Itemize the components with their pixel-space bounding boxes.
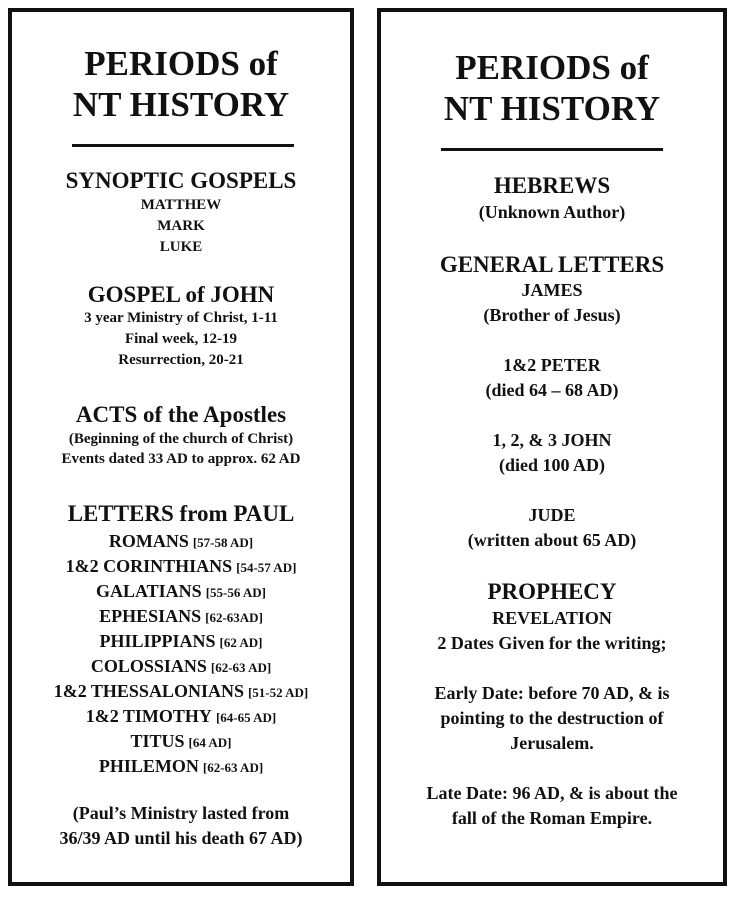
peter-note: (died 64 – 68 AD) [485,380,619,400]
paul-ministry-note: 36/39 AD until his death 67 AD) [59,828,303,848]
letter-row [12,681,350,702]
letter-row [12,756,350,777]
letter-date: [64 AD] [188,735,232,750]
acts-line: Events dated 33 AD to approx. 62 AD [61,451,301,467]
letter-row [12,731,350,752]
john-line: Resurrection, 20-21 [118,352,244,368]
early-date-line: pointing to the destruction of [440,708,664,728]
synoptic-book: MARK [157,218,205,234]
prophecy-heading: PROPHECY [487,579,617,604]
right-title-divider [441,148,663,151]
james-label: JAMES [521,280,583,300]
letter-name: 1&2 TIMOTHY [85,706,212,726]
paul-ministry-note: (Paul’s Ministry lasted from [72,803,290,823]
john-heading: GOSPEL of JOHN [87,282,275,307]
letter-row [12,631,350,652]
john-line: Final week, 12-19 [124,331,238,347]
early-date-line: Early Date: before 70 AD, & is [434,683,670,703]
late-date-line: fall of the Roman Empire. [451,808,653,828]
general-letters-heading: GENERAL LETTERS [439,252,665,277]
right-title-line2: NT HISTORY [443,89,661,128]
letter-name: COLOSSIANS [90,656,207,676]
letter-date: [55-56 AD] [205,585,266,600]
left-title-divider [72,144,294,147]
letter-date: [62-63 AD] [210,660,272,675]
acts-line: (Beginning of the church of Christ) [68,431,294,447]
letter-name: PHILIPPIANS [99,631,216,651]
letter-date: [54-57 AD] [236,560,297,575]
letter-date: [62-63 AD] [202,760,264,775]
early-date-line: Jerusalem. [510,733,594,753]
letter-row [12,556,350,577]
late-date-line: Late Date: 96 AD, & is about the [426,783,678,803]
letter-row [12,531,350,552]
letter-name: EPHESIANS [99,606,202,626]
letter-name: GALATIANS [96,581,202,601]
acts-heading: ACTS of the Apostles [75,402,287,427]
hebrews-heading: HEBREWS [493,173,611,198]
john-letters-label: 1, 2, & 3 JOHN [492,430,612,450]
right-bookmark-card [377,8,727,886]
jude-label: JUDE [528,505,576,525]
right-title-line1: PERIODS of [455,48,649,87]
revelation-dates-intro: 2 Dates Given for the writing; [437,633,667,653]
peter-label: 1&2 PETER [503,355,601,375]
letter-name: 1&2 CORINTHIANS [65,556,233,576]
left-bookmark-card [8,8,354,886]
letter-date: [62-63AD] [205,610,263,625]
jude-note: (written about 65 AD) [467,530,637,550]
letter-name: TITUS [130,731,185,751]
letter-date: [62 AD] [219,635,263,650]
letter-date: [64-65 AD] [215,710,277,725]
letter-row [12,706,350,727]
synoptic-book: MATTHEW [140,197,222,213]
letter-date: [51-52 AD] [247,685,309,700]
letter-row [12,656,350,677]
revelation-label: REVELATION [492,608,612,628]
letter-row [12,581,350,602]
james-note: (Brother of Jesus) [483,305,621,325]
synoptic-heading: SYNOPTIC GOSPELS [65,168,297,193]
letter-name: 1&2 THESSALONIANS [53,681,244,701]
hebrews-author: (Unknown Author) [478,202,626,222]
paul-heading: LETTERS from PAUL [67,501,295,526]
letter-date: [57-58 AD] [192,535,254,550]
synoptic-book: LUKE [159,239,203,255]
john-letters-note: (died 100 AD) [498,455,605,475]
letter-name: ROMANS [108,531,189,551]
left-title-line1: PERIODS of [84,44,278,83]
john-line: 3 year Ministry of Christ, 1-11 [84,310,278,326]
left-title-line2: NT HISTORY [72,85,290,124]
letter-name: PHILEMON [98,756,199,776]
letter-row [12,606,350,627]
